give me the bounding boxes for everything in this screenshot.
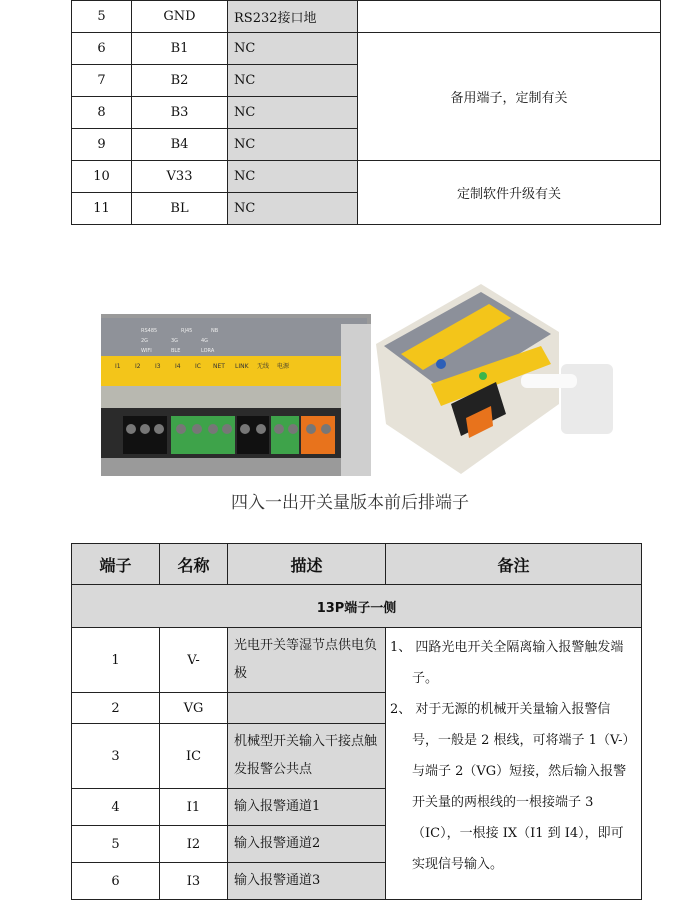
terminal-name: IC: [160, 724, 228, 789]
photo-label: RS485: [141, 328, 158, 334]
photo-label: 无线: [257, 363, 270, 370]
table-row: [72, 1, 661, 33]
photo-label: LINK: [235, 363, 249, 370]
photo-label: BLE: [171, 348, 181, 354]
photo-label: I1: [115, 363, 121, 370]
terminal-number: 5: [72, 826, 160, 863]
table-row: [72, 33, 661, 65]
terminal-name: B3: [132, 97, 228, 129]
photo-label: IC: [195, 363, 201, 370]
table-row: [72, 628, 642, 693]
terminal-name: I2: [160, 826, 228, 863]
device-terminal-photos: [101, 284, 613, 476]
terminal-number: 11: [72, 193, 132, 225]
terminal-number: 10: [72, 161, 132, 193]
terminal-desc: 输入报警通道3: [228, 863, 386, 900]
header-name: 名称: [160, 544, 228, 585]
photo-label: 电源: [277, 363, 290, 370]
notes-cell: [386, 628, 642, 900]
terminal-note-firmware: 定制软件升级有关: [358, 161, 661, 225]
photo-label: 3G: [171, 338, 179, 344]
photo-label: RJ45: [181, 328, 193, 334]
table-row: [72, 161, 661, 193]
terminal-name: V-: [160, 628, 228, 693]
terminal-name: B2: [132, 65, 228, 97]
terminal-desc: 光电开关等湿节点供电负极: [228, 628, 386, 693]
photo-caption: 四入一出开关量版本前后排端子: [231, 493, 469, 513]
terminal-number: 3: [72, 724, 160, 789]
terminal-name: I1: [160, 789, 228, 826]
device-angled-photo: [376, 284, 613, 474]
photo-label: I3: [155, 363, 161, 370]
terminal-desc: NC: [228, 65, 358, 97]
header-notes: 备注: [386, 544, 642, 585]
photo-label: 2G: [141, 338, 149, 344]
photo-label: LORA: [201, 348, 215, 354]
terminal-name: I3: [160, 863, 228, 900]
photo-label: I2: [135, 363, 141, 370]
device-front-photo: [101, 314, 371, 476]
note-item: 2、 对于无源的机械开关量输入报警信号，一般是 2 根线，可将端子 1（V-）与端子 2（VG）短接，然后输入报警开关量的两根线的一根接端子 3（IC），一根接 IX（I1 到 I4），即可实现信号输入。: [390, 702, 630, 872]
terminal-name: B4: [132, 129, 228, 161]
terminal-number: 2: [72, 693, 160, 724]
terminal-name: GND: [132, 1, 228, 33]
photo-label: I4: [175, 363, 181, 370]
photo-label: 4G: [201, 338, 209, 344]
terminal-number: 9: [72, 129, 132, 161]
terminal-number: 8: [72, 97, 132, 129]
terminal-desc: NC: [228, 33, 358, 65]
terminal-desc: NC: [228, 161, 358, 193]
terminal-number: 6: [72, 33, 132, 65]
terminal-number: 6: [72, 863, 160, 900]
terminal-note-empty: [358, 1, 661, 33]
terminal-desc: NC: [228, 97, 358, 129]
terminal-desc: NC: [228, 193, 358, 225]
terminal-table-top: [71, 0, 661, 225]
terminal-desc: NC: [228, 129, 358, 161]
terminal-note-spare: 备用端子，定制有关: [358, 33, 661, 161]
note-item: 1、 四路光电开关全隔离输入报警触发端子。: [390, 640, 624, 686]
section-row: [72, 585, 642, 628]
photo-label: NET: [213, 363, 225, 370]
terminal-name: B1: [132, 33, 228, 65]
header-description: 描述: [228, 544, 386, 585]
terminal-desc: 机械型开关输入干接点触发报警公共点: [228, 724, 386, 789]
photo-label: WIFI: [141, 348, 152, 354]
terminal-name: BL: [132, 193, 228, 225]
terminal-name: VG: [160, 693, 228, 724]
terminal-name: V33: [132, 161, 228, 193]
terminal-desc: RS232接口地: [228, 1, 358, 33]
photo-label: NB: [211, 328, 219, 334]
terminal-number: 7: [72, 65, 132, 97]
terminal-table-13p: [71, 543, 642, 900]
table-header-row: [72, 544, 642, 585]
header-terminal: 端子: [72, 544, 160, 585]
terminal-desc: 输入报警通道1: [228, 789, 386, 826]
terminal-number: 1: [72, 628, 160, 693]
terminal-desc: [228, 693, 386, 724]
terminal-number: 5: [72, 1, 132, 33]
terminal-number: 4: [72, 789, 160, 826]
terminal-desc: 输入报警通道2: [228, 826, 386, 863]
section-title: 13P端子一侧: [72, 585, 642, 628]
